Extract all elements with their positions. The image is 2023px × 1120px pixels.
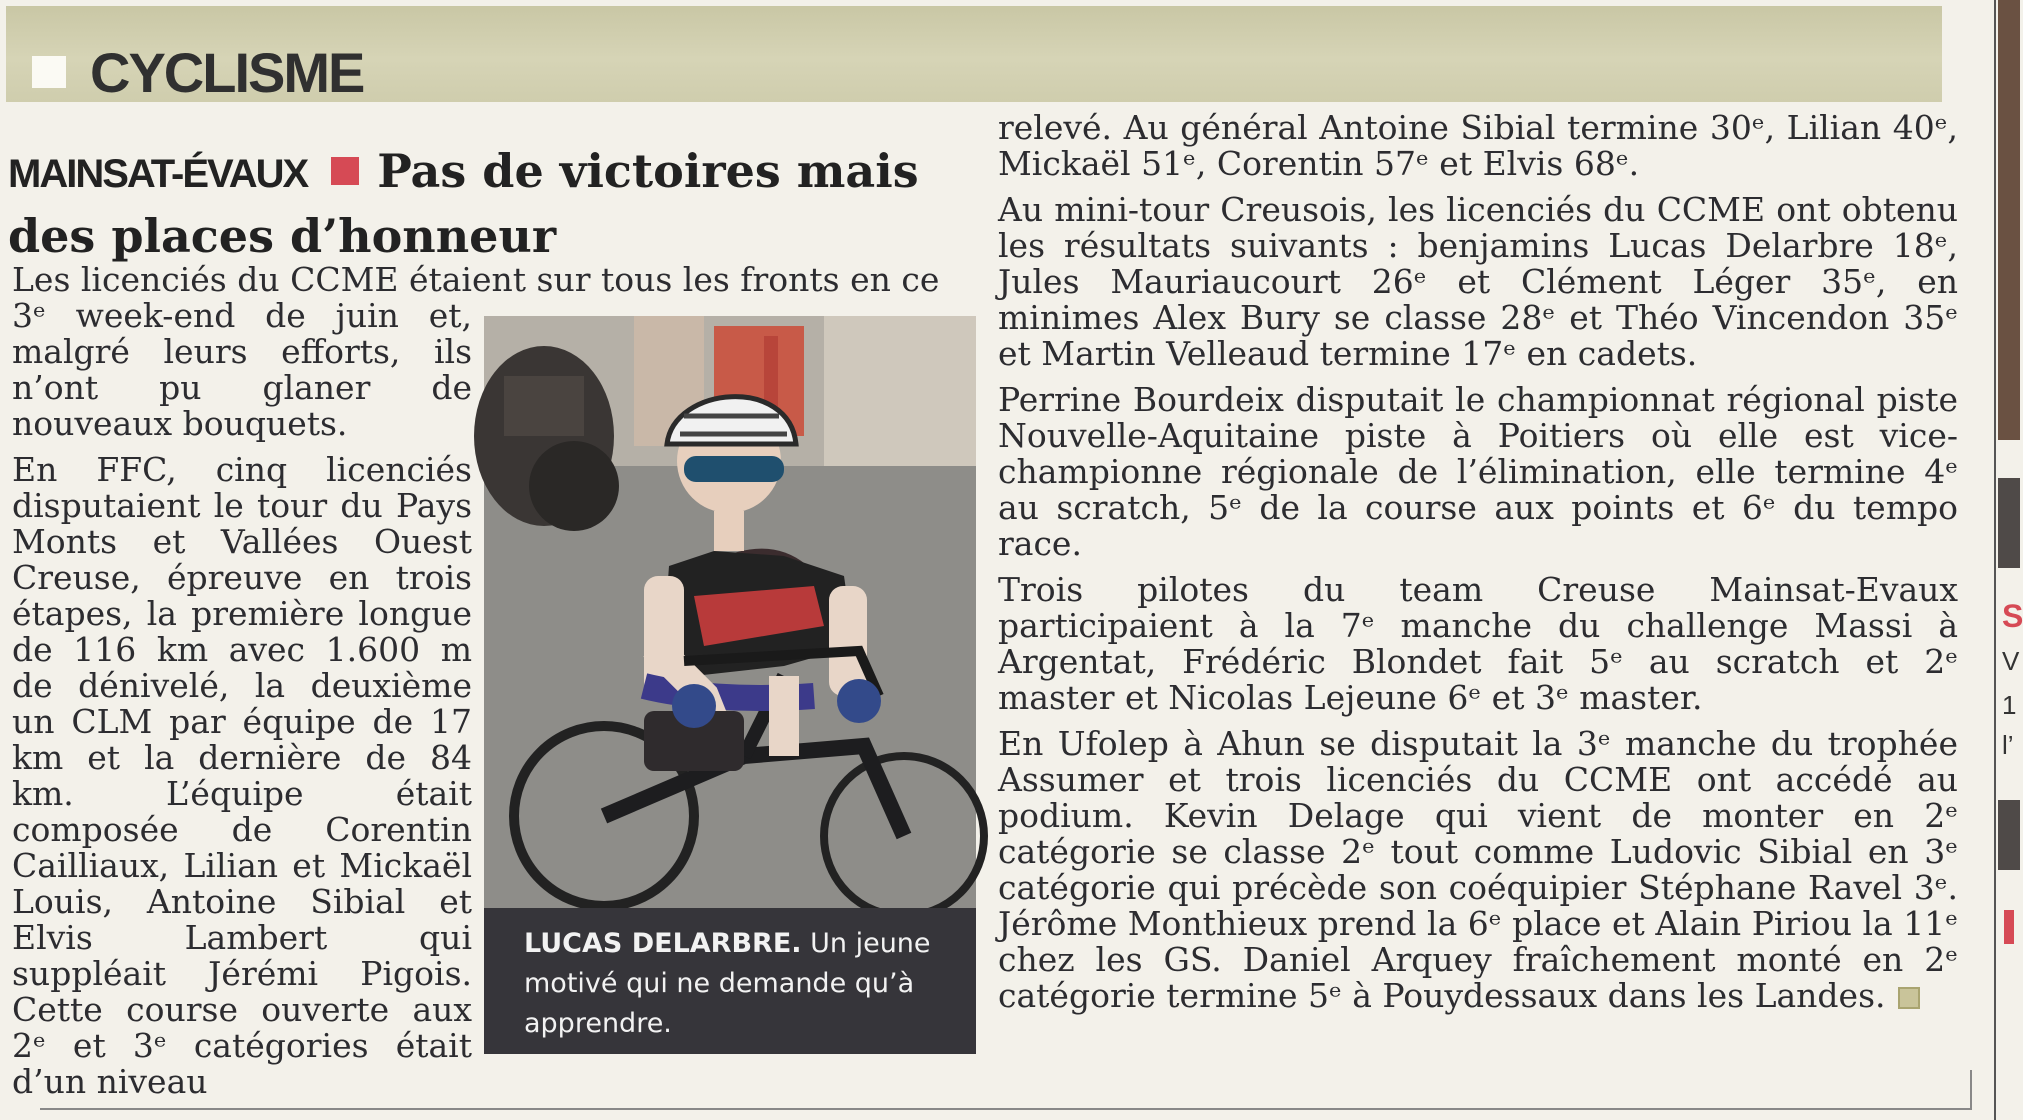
challenge-massi-paragraph: Trois pilotes du team Creuse Mainsat-Evaux participaient à la 7ᵉ manche du challenge Massi à Argentat, Frédéric Blondet fait 5ᵉ au scratch et 2ᵉ master et Nicolas Lejeune 6ᵉ et 3ᵉ master. [998, 570, 1958, 717]
cyclist-photo [484, 316, 976, 908]
ffc-paragraph: En FFC, cinq licenciés disputaient le tour du Pays Monts et Vallées Ouest Creuse, épreuve en trois étapes, la première longue de 116 km avec 1.600 m de dénivelé, la deuxième un CLM par équipe de 17 km et la dernière de 84 km. L’équipe était composée de Corentin Cailliaux, Lilian et Mickaël Louis, Antoine Sibial et Elvis Lambert qui suppléait Jérémi Pigois. Cette course ouverte aux 2ᵉ et 3ᵉ catégories était d’un niveau [12, 450, 472, 1101]
section-banner [6, 6, 1942, 102]
column-divider [1994, 0, 1996, 1120]
section-label: CYCLISME [90, 41, 364, 104]
adjacent-red-marker [2004, 910, 2014, 944]
intro-paragraph: 3ᵉ week-end de juin et, malgré leurs efforts, ils n’ont pu glaner de nouveaux bouquets. [12, 296, 472, 443]
adjacent-letter: 1 [2002, 690, 2017, 720]
headline-title: Pas de victoires mais des places d’honneur [8, 144, 919, 263]
photo-caption [484, 908, 976, 1054]
caption-text: Un jeune motivé qui ne demande qu’à apprendre. [524, 928, 931, 1039]
bottom-rule [40, 1108, 1970, 1110]
ufolep-paragraph [998, 726, 1958, 1014]
adjacent-photo [1998, 0, 2020, 440]
headline-kicker: MAINSAT-ÉVAUX [8, 152, 308, 196]
track-championship-paragraph: Perrine Bourdeix disputait le championnat régional piste Nouvelle-Aquitaine piste à Poitiers où elle est vice-championne régionale de l’élimination, elle termine 4ᵉ au scratch, 5ᵉ de la course aux points et 6ᵉ du tempo race. [998, 380, 1958, 563]
article-headline [8, 140, 968, 267]
adjacent-photo [1998, 478, 2020, 568]
adjacent-letter: l’ [2002, 730, 2014, 760]
intro-first-line: Les licenciés du CCME étaient sur tous les fronts en ce [12, 260, 940, 299]
bottom-rule-corner [1970, 1070, 1972, 1110]
mini-tour-paragraph: Au mini-tour Creusois, les licenciés du CCME ont obtenu les résultats suivants : benjamins Lucas Delarbre 18ᵉ, Jules Mauriaucourt 26ᵉ et Clément Léger 35ᵉ, en minimes Alex Bury se classe 28ᵉ et Théo Vincendon 35ᵉ et Martin Velleaud termine 17ᵉ en cadets. [998, 190, 1958, 373]
adjacent-letter: S [2002, 598, 2023, 634]
column-2 [998, 110, 1958, 1024]
end-square-icon [1898, 987, 1920, 1009]
adjacent-letter: V [2002, 646, 2020, 676]
red-square-icon [331, 157, 359, 185]
square-marker-icon [32, 56, 66, 88]
column-1 [12, 298, 472, 1110]
adjacent-photo [1998, 800, 2020, 870]
cyclist-illustration [484, 316, 976, 908]
caption-name: LUCAS DELARBRE. [524, 928, 802, 959]
ufolep-text: En Ufolep à Ahun se disputait la 3ᵉ manche du trophée Assumer et trois licenciés du CCME ont accédé au podium. Kevin Delage qui vient de monter en 2ᵉ catégorie se classe 2ᵉ tout comme Ludovic Sibial en 3ᵉ catégorie qui précède son coéquipier Stéphane Ravel 3ᵉ. Jérôme Monthieux prend la 6ᵉ place et Alain Piriou la 11ᵉ chez les GS. Daniel Arquey fraîchement monté en 2ᵉ catégorie termine 5ᵉ à Pouydessaux dans les Landes. [998, 724, 1958, 1015]
general-results-paragraph: relevé. Au général Antoine Sibial termine 30ᵉ, Lilian 40ᵉ, Mickaël 51ᵉ, Corentin 57ᵉ et Elvis 68ᵉ. [998, 108, 1958, 183]
